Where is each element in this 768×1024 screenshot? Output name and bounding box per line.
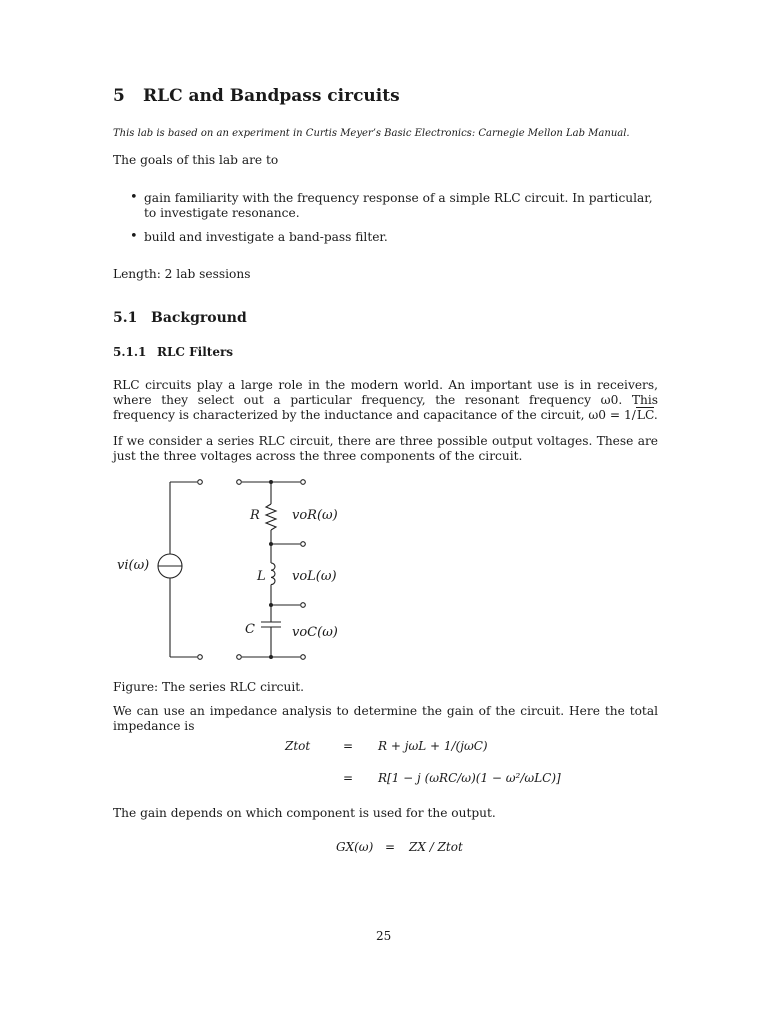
rlc-intro-text: RLC circuits play a large role in the modern world. An important use is in receivers, where they select out a particular frequency, the resonant frequency ω0. This frequency is characterized by the inductance and capacitance of the circuit, ω0 = 1/ [113,378,658,422]
terminal-top-left [237,480,242,485]
section-number: 5 [113,86,125,106]
gain-eq-sign: = [385,840,396,854]
subsection-heading [113,310,247,326]
goal-bullet-1: gain familiarity with the frequency response of a simple RLC circuit. In particular, to investigate resonance. [144,191,653,220]
terminal-bottom-right [301,655,306,660]
resistor-symbol-label: R [250,508,260,523]
subsubsection-heading [113,345,233,359]
terminal-top-right [301,480,306,485]
inductor-symbol-label: L [257,569,266,584]
goals-intro: The goals of this lab are to [113,153,279,167]
junction-bottom [269,655,273,659]
subsection-number: 5.1 [113,310,138,326]
figure-caption: Figure: The series RLC circuit. [113,680,304,694]
subsection-title: Background [151,310,247,326]
lab-source-note: This lab is based on an experiment in Curtis Meyer’s Basic Electronics: Carnegie Mellon Lab Manual. [113,128,630,139]
terminal-node-lc [301,603,306,608]
gain-eq-lhs: GX(ω) [336,840,374,854]
resistor-icon [266,504,276,530]
rlc-intro-end: . [653,408,658,422]
junction-rl [269,542,273,546]
section-title: RLC and Bandpass circuits [143,86,400,106]
gain-paragraph: The gain depends on which component is used for the output. [113,806,496,820]
inductor-output-label: voL(ω) [292,569,337,584]
terminal-source-top [198,480,203,485]
impedance-eq-line1: R + jωL + 1/(jωC) [378,739,488,753]
junction-lc [269,603,273,607]
source-voltage-label: vi(ω) [117,558,150,573]
terminal-source-bottom [198,655,203,660]
bullet-marker-1: • [130,190,138,205]
terminal-node-rl [301,542,306,547]
output-voltages-paragraph: If we consider a series RLC circuit, there are three possible output voltages. These are just the three voltages across the three components of the circuit. [113,434,658,463]
section-heading [113,86,400,106]
gain-eq-rhs: ZX / Ztot [409,840,463,854]
bullet-marker-2: • [130,229,138,244]
page-number: 25 [376,929,392,943]
impedance-eq-sign-2: = [343,771,354,785]
terminal-bottom-left [237,655,242,660]
sqrt-lc: LC [636,408,654,422]
subsubsection-number: 5.1.1 [113,345,147,359]
capacitor-symbol-label: C [245,622,255,637]
impedance-paragraph: We can use an impedance analysis to determine the gain of the circuit. Here the total impedance is [113,704,658,733]
impedance-eq-sign-1: = [343,739,354,753]
rlc-intro-paragraph [113,378,658,423]
junction-top [269,480,273,484]
resistor-output-label: voR(ω) [292,508,338,523]
subsubsection-title: RLC Filters [157,345,234,359]
impedance-eq-lhs: Ztot [285,739,311,753]
impedance-eq-line2: R[1 − j (ωRC/ω)(1 − ω²/ωLC)] [378,771,561,785]
inductor-icon [271,563,275,585]
goal-bullet-2: build and investigate a band-pass filter. [144,230,388,244]
capacitor-output-label: voC(ω) [292,625,338,640]
lab-length: Length: 2 lab sessions [113,267,251,281]
